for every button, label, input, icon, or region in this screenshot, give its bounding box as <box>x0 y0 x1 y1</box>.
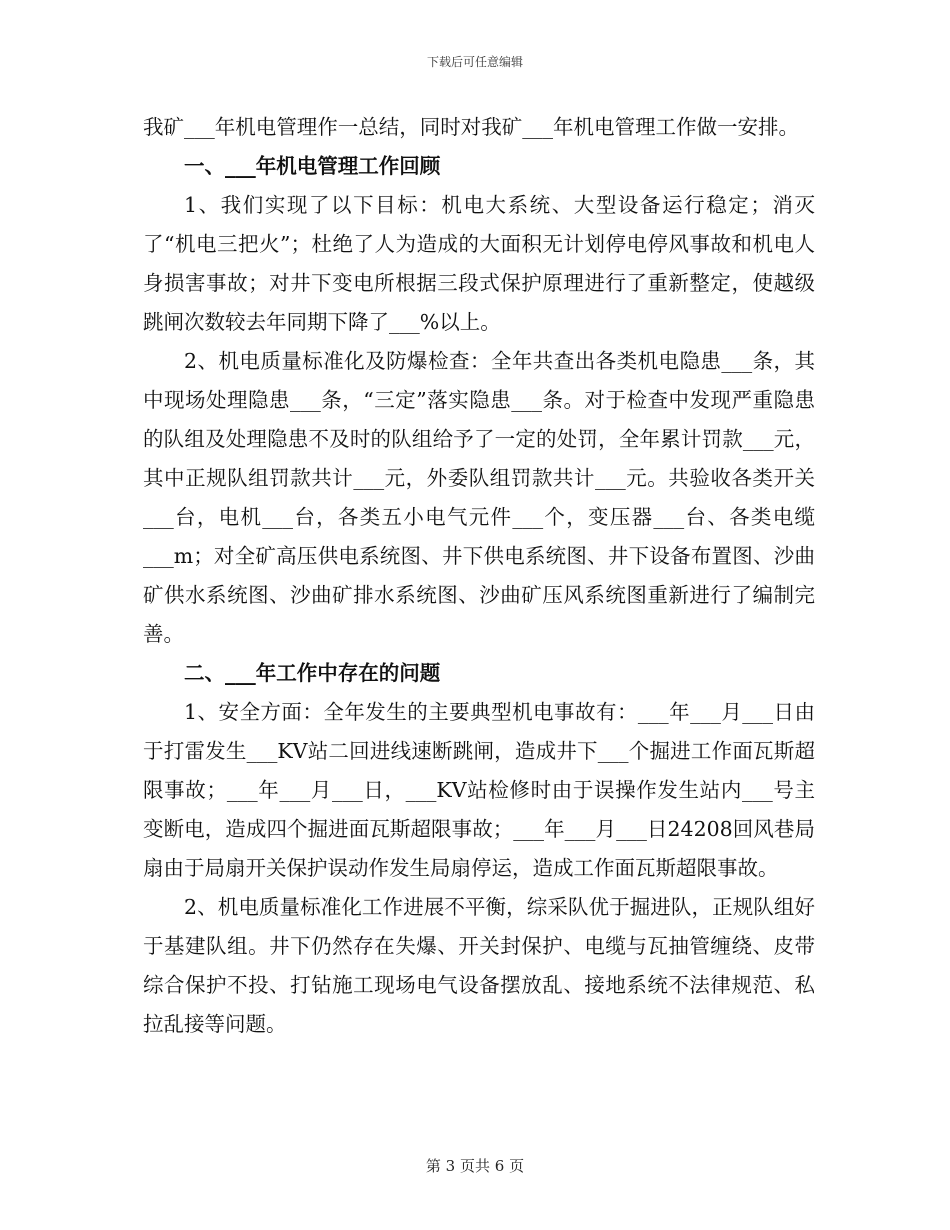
paragraph-safety: 1、安全方面：全年发生的主要典型机电事故有：___年___月___日由于打雷发生___KV站二回进线速断跳闸，造成井下___个掘进工作面瓦斯超限事故；___年___月___日，___KV站检修时由于误操作发生站内___号主变断电，造成四个掘进面瓦斯超限事故；___年___月___日24208回风巷局扇由于局扇开关保护误动作发生局扇停运，造成工作面瓦斯超限事故。 <box>143 700 815 880</box>
intro-paragraph: 我矿___年机电管理作一总结，同时对我矿___年机电管理工作做一安排。 <box>143 115 799 139</box>
paragraph-standardization: 2、机电质量标准化工作进展不平衡，综采队优于掘进队，正规队组好于基建队组。井下仍然存在失爆、开关封保护、电缆与瓦抽管缠绕、皮带综合保护不投、打钻施工现场电气设备摆放乱、接地系统不法律规范、私拉乱接等问题。 <box>143 895 815 1036</box>
document-body <box>143 108 815 1044</box>
page-number-footer: 第 3 页共 6 页 <box>425 1157 525 1175</box>
paragraph-targets: 1、我们实现了以下目标：机电大系统、大型设备运行稳定；消灭了“机电三把火”；杜绝了人为造成的大面积无计划停电停风事故和机电人身损害事故；对井下变电所根据三段式保护原理进行了重新整定，使越级跳闸次数较去年同期下降了___%以上。 <box>143 193 815 334</box>
section-heading-review: 一、___年机电管理工作回顾 <box>184 154 441 178</box>
paragraph-inspection: 2、机电质量标准化及防爆检查：全年共查出各类机电隐患___条，其中现场处理隐患___条，“三定”落实隐患___条。对于检查中发现严重隐患的队组及处理隐患不及时的队组给予了一定的处罚，全年累计罚款___元，其中正规队组罚款共计___元，外委队组罚款共计___元。共验收各类开关___台，电机___台，各类五小电气元件___个，变压器___台、各类电缆___m；对全矿高压供电系统图、井下供电系统图、井下设备布置图、沙曲矿供水系统图、沙曲矿排水系统图、沙曲矿压风系统图重新进行了编制完善。 <box>143 349 815 646</box>
page-header-note: 下载后可任意编辑 <box>426 55 523 69</box>
section-heading-problems: 二、___年工作中存在的问题 <box>184 661 441 685</box>
